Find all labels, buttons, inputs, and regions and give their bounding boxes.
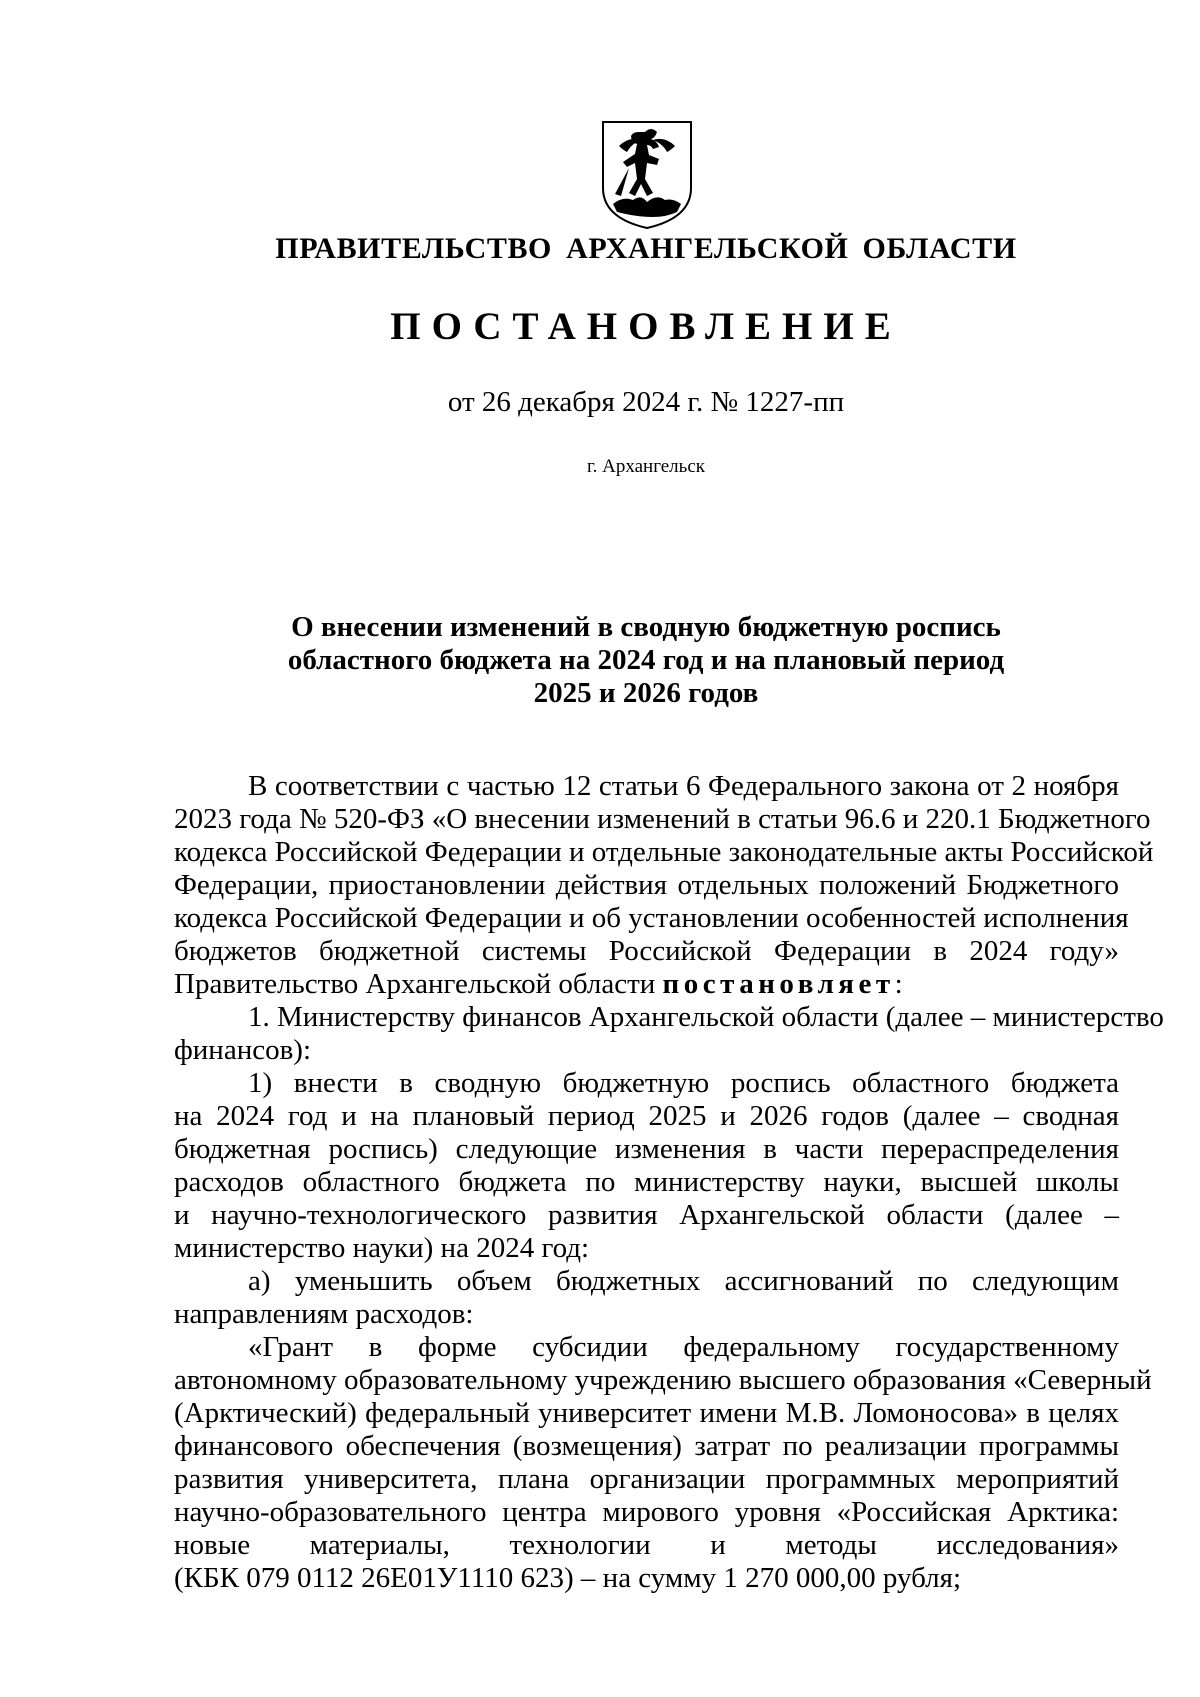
body-line: расходов областного бюджета по министерству науки, высшей школы bbox=[174, 1166, 1119, 1198]
body-line: автономному образовательному учреждению высшего образования «Северный bbox=[174, 1364, 1152, 1396]
body-line: 1. Министерству финансов Архангельской области (далее – министерство bbox=[248, 1001, 1164, 1033]
document-body bbox=[174, 770, 1164, 1595]
body-line: (Арктический) федеральный университет имени М.В. Ломоносова» в целях bbox=[174, 1397, 1119, 1429]
body-line: 2023 года № 520-ФЗ «О внесении изменений в статьи 96.6 и 220.1 Бюджетного bbox=[174, 803, 1151, 835]
body-text: Правительство Архангельской области bbox=[174, 968, 656, 1000]
body-line bbox=[174, 968, 1119, 1001]
title-line: О внесении изменений в сводную бюджетную роспись bbox=[291, 611, 1001, 643]
body-line: кодекса Российской Федерации и отдельные законодательные акты Российской bbox=[174, 836, 1154, 868]
body-line: «Грант в форме субсидии федеральному государственному bbox=[248, 1331, 1119, 1363]
body-line: кодекса Российской Федерации и об установлении особенностей исполнения bbox=[174, 902, 1129, 934]
body-line: развития университета, плана организации программных мероприятий bbox=[174, 1463, 1119, 1495]
document-type: ПОСТАНОВЛЕНИЕ bbox=[390, 305, 902, 348]
body-line: бюджетов бюджетной системы Российской Федерации в 2024 году» bbox=[174, 935, 1119, 967]
body-line: финансов): bbox=[174, 1034, 311, 1066]
body-line: В соответствии с частью 12 статьи 6 Федерального закона от 2 ноября bbox=[248, 770, 1119, 802]
body-line: новые материалы, технологии и методы исследования» bbox=[174, 1529, 1119, 1561]
body-line: направлениям расходов: bbox=[174, 1298, 474, 1330]
body-line: министерство науки) на 2024 год: bbox=[174, 1232, 590, 1264]
body-line: финансового обеспечения (возмещения) затрат по реализации программы bbox=[174, 1430, 1119, 1462]
body-line: на 2024 год и на плановый период 2025 и 2026 годов (далее – сводная bbox=[174, 1100, 1119, 1132]
title-line: областного бюджета на 2024 год и на плановый период bbox=[287, 644, 1005, 676]
organization-name: ПРАВИТЕЛЬСТВО АРХАНГЕЛЬСКОЙ ОБЛАСТИ bbox=[275, 232, 1017, 265]
document-title bbox=[0, 611, 1200, 710]
body-line: а) уменьшить объем бюджетных ассигнований по следующим bbox=[248, 1265, 1119, 1297]
body-line: и научно-технологического развития Архангельской области (далее – bbox=[174, 1199, 1119, 1231]
keyword-resolves: постановляет bbox=[662, 968, 895, 1000]
body-line: Федерации, приостановлении действия отдельных положений Бюджетного bbox=[174, 869, 1119, 901]
body-line: 1) внести в сводную бюджетную роспись областного бюджета bbox=[248, 1067, 1119, 1099]
body-line: бюджетная роспись) следующие изменения в части перераспределения bbox=[174, 1133, 1119, 1165]
coat-of-arms-icon bbox=[599, 118, 695, 230]
document-date-number: от 26 декабря 2024 г. № 1227-пп bbox=[447, 386, 845, 418]
body-line: научно-образовательного центра мирового уровня «Российская Арктика: bbox=[174, 1496, 1119, 1528]
body-text: : bbox=[894, 968, 903, 1000]
title-line: 2025 и 2026 годов bbox=[533, 677, 759, 709]
document-city: г. Архангельск bbox=[586, 456, 705, 477]
body-line: (КБК 079 0112 26Е01У1110 623) – на сумму 1 270 000,00 рубля; bbox=[174, 1562, 962, 1594]
